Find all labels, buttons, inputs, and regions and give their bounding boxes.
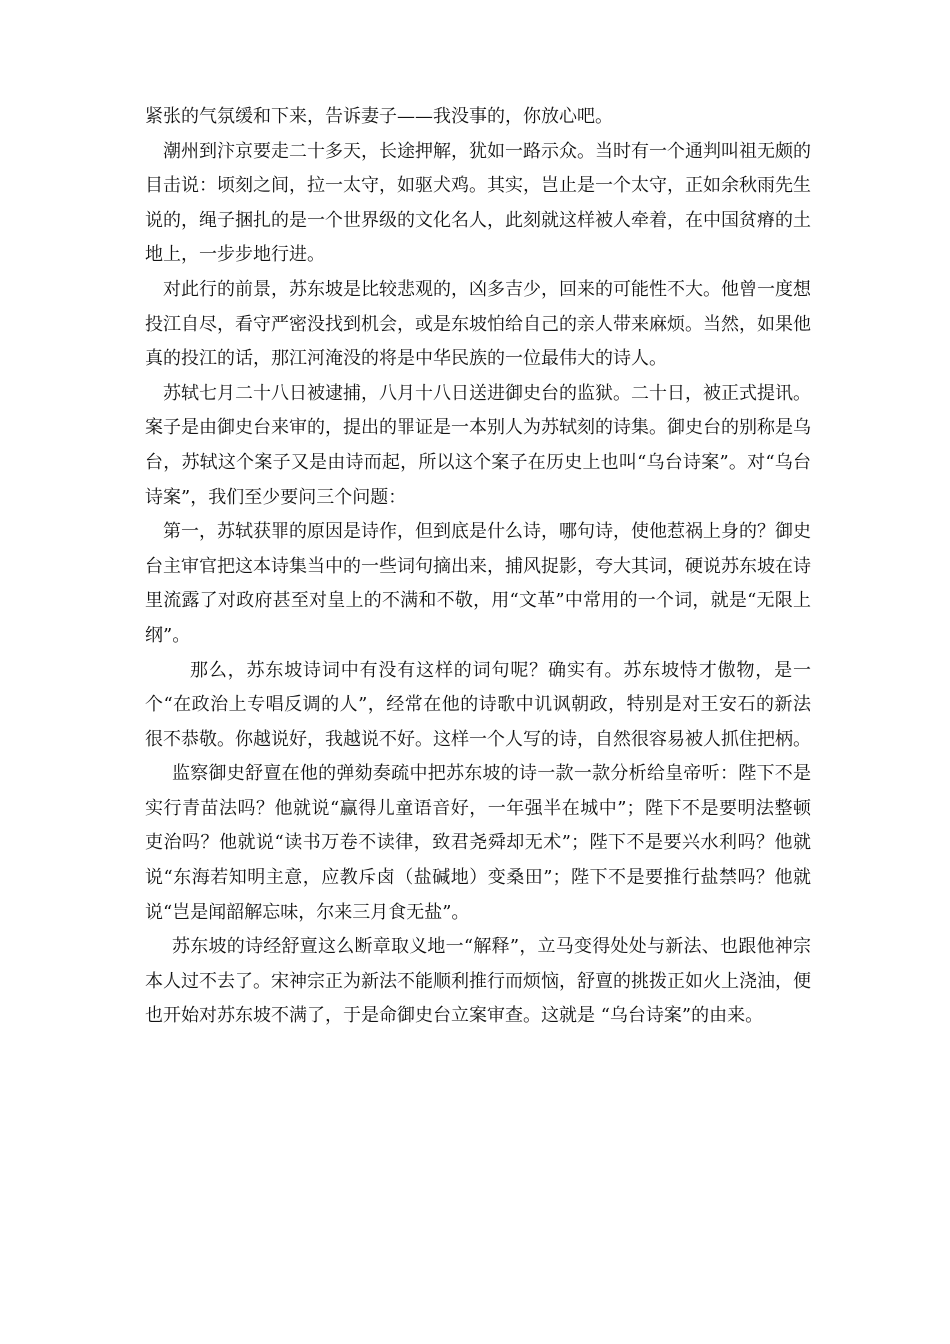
paragraph-6: 那么，苏东坡诗词中有没有这样的词句呢？确实有。苏东坡恃才傲物，是一个“在政治上专唱反调的人”，经常在他的诗歌中讥讽朝政，特别是对王安石的新法很不恭敬。你越说好，我越说不好。这样一个人写的诗，自然很容易被人抓住把柄。 xyxy=(145,659,811,750)
paragraph-5: 第一，苏轼获罪的原因是诗作，但到底是什么诗，哪句诗，使他惹祸上身的？御史台主审官把这本诗集当中的一些词句摘出来，捕风捉影，夸大其词，硬说苏东坡在诗里流露了对政府甚至对皇上的不满和不敬，用“文革”中常用的一个词，就是“无限上纲”。 xyxy=(145,521,811,646)
paragraph-4: 苏轼七月二十八日被逮捕，八月十八日送进御史台的监狱。二十日，被正式提讯。案子是由御史台来审的，提出的罪证是一本别人为苏轼刻的诗集。御史台的别称是乌台，苏轼这个案子又是由诗而起，所以这个案子在历史上也叫“乌台诗案”。对“乌台诗案”，我们至少要问三个问题： xyxy=(145,382,811,508)
document-page xyxy=(145,100,811,1034)
paragraph-1: 紧张的气氛缓和下来，告诉妻子——我没事的，你放心吧。 xyxy=(145,106,613,127)
paragraph-8: 苏东坡的诗经舒亶这么断章取义地一“解释”，立马变得处处与新法、也跟他神宗本人过不去了。宋神宗正为新法不能顺利推行而烦恼，舒亶的挑拨正如火上浇油，便也开始对苏东坡不满了，于是命御史台立案审查。这就是 “乌台诗案”的由来。 xyxy=(145,936,811,1027)
paragraph-2: 潮州到汴京要走二十多天，长途押解，犹如一路示众。当时有一个通判叫祖无颇的目击说：顷刻之间，拉一太守，如驱犬鸡。其实，岂止是一个太守，正如余秋雨先生说的，绳子捆扎的是一个世界级的文化名人，此刻就这样被人牵着，在中国贫瘠的土地上，一步步地行进。 xyxy=(145,140,811,266)
paragraph-7: 监察御史舒亶在他的弹劾奏疏中把苏东坡的诗一款一款分析给皇帝听：陛下不是实行青苗法吗？他就说“赢得儿童语音好，一年强半在城中”；陛下不是要明法整顿吏治吗？他就说“读书万卷不读律，致君尧舜却无术”；陛下不是要兴水利吗？他就说“东海若知明主意，应教斥卤（盐碱地）变桑田”；陛下不是要推行盐禁吗？他就说“岂是闻韶解忘味，尔来三月食无盐”。 xyxy=(145,763,811,923)
paragraph-3: 对此行的前景，苏东坡是比较悲观的，凶多吉少，回来的可能性不大。他曾一度想投江自尽，看守严密没找到机会，或是东坡怕给自己的亲人带来麻烦。当然，如果他真的投江的话，那江河淹没的将是中华民族的一位最伟大的诗人。 xyxy=(145,278,811,370)
